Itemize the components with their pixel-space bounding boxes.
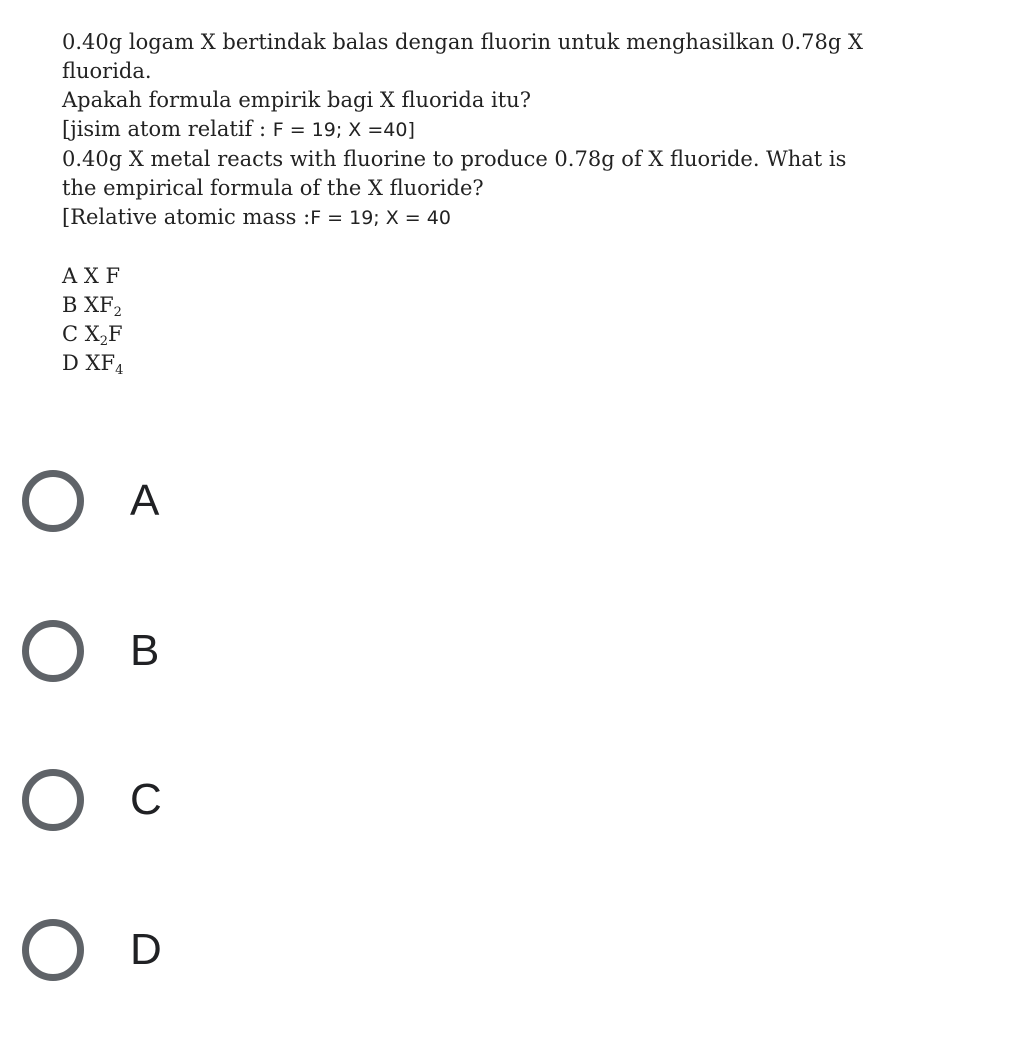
option-a[interactable] bbox=[22, 461, 422, 541]
choice-letter: A bbox=[62, 264, 78, 288]
question-line-7-values: F = 19; X = 40 bbox=[310, 207, 451, 229]
radio-button-icon[interactable] bbox=[22, 769, 84, 831]
choice-formula: X F bbox=[83, 264, 121, 288]
choice-b bbox=[62, 291, 1012, 320]
question-line-3: Apakah formula empirik bagi X fluorida itu? bbox=[62, 88, 531, 112]
question-spacer bbox=[62, 233, 1012, 262]
choice-a bbox=[62, 262, 1012, 291]
choice-letter: C bbox=[62, 322, 79, 346]
choice-letter: D bbox=[62, 351, 79, 375]
option-label: D bbox=[130, 925, 162, 974]
choice-formula-after: F bbox=[108, 322, 123, 346]
radio-button-icon[interactable] bbox=[22, 620, 84, 682]
question-line-4 bbox=[62, 115, 1012, 145]
choice-c bbox=[62, 320, 1012, 349]
choice-d bbox=[62, 349, 1012, 378]
choice-letter: B bbox=[62, 293, 78, 317]
choice-formula: XF bbox=[85, 351, 116, 375]
option-label: B bbox=[130, 626, 160, 675]
option-label: C bbox=[130, 775, 162, 824]
choice-formula: XF bbox=[84, 293, 114, 317]
question-image bbox=[62, 28, 1012, 378]
question-line-1: 0.40g logam X bertindak balas dengan fluorin untuk menghasilkan 0.78g X bbox=[62, 30, 863, 54]
option-d[interactable] bbox=[22, 910, 422, 990]
choice-subscript: 2 bbox=[99, 334, 108, 349]
question-line-2: fluorida. bbox=[62, 59, 152, 83]
radio-button-icon[interactable] bbox=[22, 470, 84, 532]
option-label: A bbox=[130, 476, 160, 525]
choice-subscript: 4 bbox=[115, 363, 124, 378]
question-line-4-prefix: [jisim atom relatif : bbox=[62, 117, 273, 141]
choice-formula: X bbox=[84, 322, 100, 346]
question-line-4-values: F = 19; X =40] bbox=[272, 119, 415, 141]
question-line-5: 0.40g X metal reacts with fluorine to produce 0.78g of X fluoride. What is bbox=[62, 147, 847, 171]
option-c[interactable] bbox=[22, 760, 422, 840]
question-line-7-prefix: [Relative atomic mass : bbox=[62, 205, 311, 229]
question-line-6: the empirical formula of the X fluoride? bbox=[62, 176, 484, 200]
option-b[interactable] bbox=[22, 611, 422, 691]
choice-subscript: 2 bbox=[113, 305, 122, 320]
radio-button-icon[interactable] bbox=[22, 919, 84, 981]
question-line-7 bbox=[62, 203, 1012, 233]
